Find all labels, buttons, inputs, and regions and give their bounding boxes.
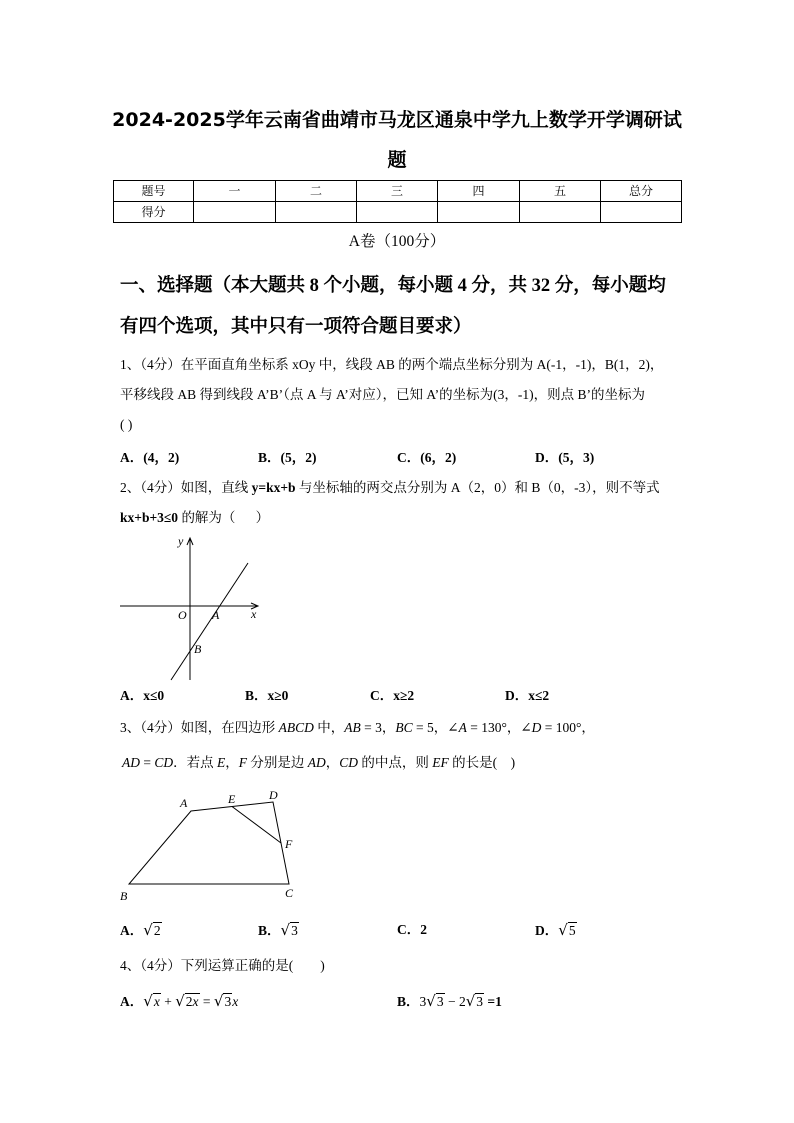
- q4-option-a: [120, 989, 238, 1014]
- math-var: AD: [307, 755, 326, 770]
- score-table: [113, 180, 682, 223]
- radicand: x: [153, 994, 160, 1009]
- math-var: F: [238, 755, 248, 770]
- radical-sign: √: [465, 992, 476, 1010]
- radical-sign: √: [558, 921, 568, 939]
- math-var: AD: [122, 755, 140, 770]
- radical-sign: √: [280, 921, 291, 939]
- header-cell: 二: [276, 181, 357, 202]
- radical-sign: √: [143, 921, 153, 939]
- q3-option-c: [397, 918, 427, 942]
- sqrt-expression: [175, 989, 199, 1014]
- q2-option-b: B．x≥0: [245, 688, 289, 703]
- q1-stem-line-1: 1、（4分）在平面直角坐标系 xOy 中，线段 AB 的两个端点坐标分别为 A(-1，-1)，B(1，2)，: [120, 357, 664, 372]
- q3-text: 的长是( ): [448, 755, 516, 770]
- q1-option-d: D．(5，3): [535, 450, 595, 465]
- sqrt-expression: [281, 918, 299, 943]
- q2-option-d: D．x≤2: [505, 688, 550, 703]
- q3-text: ，: [325, 755, 340, 770]
- q3-quadrilateral-figure: [110, 785, 310, 910]
- q3-text: 中，: [313, 720, 345, 735]
- radical-sign: √: [143, 992, 153, 1010]
- part-heading-line-2: 有四个选项，其中只有一项符合题目要求）: [120, 317, 472, 337]
- part-heading-line-1: 一、选择题（本大题共 8 个小题，每小题 4 分，共 32 分，每小题均: [120, 276, 666, 296]
- y-axis-label: y: [178, 534, 184, 548]
- exam-title-line-2: 题: [387, 149, 407, 171]
- right-hand-side: =1: [484, 994, 502, 1009]
- score-cell: [194, 202, 276, 223]
- point-f-label: F: [285, 837, 293, 851]
- equals-operator: =: [199, 994, 214, 1009]
- q2-stem-line-2: [120, 508, 269, 528]
- q1-stem-line-3: ( ): [120, 417, 133, 432]
- score-table-header-row: [114, 181, 682, 202]
- option-label: A．: [120, 923, 144, 938]
- coefficient: 2: [458, 994, 466, 1009]
- quadrilateral-abcd: [129, 802, 289, 884]
- option-label: B．: [397, 994, 420, 1009]
- exam-title-line-1: 2024-2025学年云南省曲靖市马龙区通泉中学九上数学开学调研试: [112, 109, 682, 131]
- radicand: 3: [436, 994, 444, 1009]
- plus-operator: +: [160, 994, 176, 1009]
- math-var: ABCD: [278, 720, 314, 735]
- score-cell: [520, 202, 601, 223]
- q2-option-a: A．x≤0: [120, 688, 165, 703]
- radicand: 3: [291, 923, 298, 938]
- radicand-variable: x: [192, 994, 199, 1009]
- header-cell: 一: [194, 181, 276, 202]
- q4-stem-line-1: 4、（4分）下列运算正确的是( ): [120, 958, 325, 973]
- sqrt-expression: [143, 989, 161, 1014]
- coefficient: 3: [419, 994, 427, 1009]
- score-cell: [276, 202, 357, 223]
- sqrt-expression: [466, 989, 484, 1014]
- q3-text: =: [140, 755, 155, 770]
- q3-text: 分别是边: [247, 755, 308, 770]
- math-var: EF: [432, 755, 449, 770]
- point-b-label: B: [194, 642, 202, 656]
- origin-label: O: [178, 608, 187, 622]
- point-a-label: A: [212, 608, 220, 622]
- option-label: D．: [535, 923, 559, 938]
- radical-sign: √: [426, 992, 436, 1010]
- radicand: [223, 993, 232, 1009]
- q3-text: 的中点，则: [358, 755, 433, 770]
- q3-text: = 5，∠: [412, 720, 459, 735]
- q3-text: ．若点: [173, 755, 218, 770]
- math-var: CD: [154, 755, 174, 770]
- q3-option-b: [258, 918, 299, 943]
- radicand: 5: [568, 923, 576, 938]
- q1-option-a: A．(4，2): [120, 450, 180, 465]
- vertex-c-label: C: [285, 886, 294, 900]
- radicand: 2: [153, 923, 161, 938]
- score-cell: [357, 202, 438, 223]
- q2-coordinate-graph: [110, 530, 270, 690]
- row-label-cell: 得分: [114, 202, 194, 223]
- q3-text: ，: [225, 755, 239, 770]
- q1-stem-line-2: 平移线段 AB 得到线段 A’B’（点 A 与 A’对应），已知 A’的坐标为(3，-1)，则点 B’的坐标为: [120, 387, 645, 402]
- q4-option-b: [397, 989, 502, 1014]
- sqrt-expression: [214, 989, 232, 1014]
- sqrt-expression: [426, 989, 444, 1014]
- sqrt-expression: [143, 918, 161, 943]
- header-cell: 五: [520, 181, 601, 202]
- score-cell: [601, 202, 682, 223]
- section-label: A卷（100分）: [348, 233, 446, 250]
- score-cell: [438, 202, 520, 223]
- option-value: 2: [420, 922, 427, 937]
- q3-text: = 3，: [360, 720, 396, 735]
- radicand-coefficient: 3: [224, 994, 232, 1009]
- q3-text: 3、（4分）如图，在四边形: [120, 720, 279, 735]
- math-var: E: [217, 755, 226, 770]
- q3-stem-line-2: [122, 753, 515, 773]
- q2-equation: y=kx+b: [251, 480, 296, 495]
- point-e-label: E: [228, 792, 236, 806]
- vertex-a-label: A: [180, 796, 188, 810]
- math-var: BC: [395, 720, 413, 735]
- math-var: D: [531, 720, 542, 735]
- option-label: B．: [258, 923, 281, 938]
- q2-option-c: C．x≥2: [370, 688, 415, 703]
- math-var: CD: [339, 755, 359, 770]
- header-cell: 三: [357, 181, 438, 202]
- header-cell: 题号: [114, 181, 194, 202]
- minus-operator: −: [444, 994, 459, 1009]
- q3-option-d: [535, 918, 577, 943]
- radical-sign: √: [175, 992, 185, 1010]
- vertex-b-label: B: [120, 889, 128, 903]
- result-variable: x: [232, 994, 239, 1009]
- q2-text: 与坐标轴的两交点分别为 A（2，0）和 B（0，-3），则不等式: [295, 480, 660, 495]
- q2-text: 2、（4分）如图，直线: [120, 480, 252, 495]
- math-var: AB: [344, 720, 361, 735]
- radicand: 3: [476, 994, 484, 1009]
- q3-option-a: [120, 918, 162, 943]
- segment-ef: [232, 807, 281, 844]
- q3-stem-line-1: [120, 718, 595, 738]
- q3-text: = 130°，∠: [466, 720, 532, 735]
- q2-text: 的解为（ ）: [178, 510, 270, 525]
- q3-text: = 100°，: [541, 720, 595, 735]
- vertex-d-label: D: [269, 788, 278, 802]
- q2-inequality: kx+b+3≤0: [120, 510, 179, 525]
- radicand: [185, 993, 200, 1009]
- q1-option-c: C．(6，2): [397, 450, 457, 465]
- radicand-coefficient: 2: [185, 994, 193, 1009]
- sqrt-expression: [558, 918, 576, 943]
- math-var: A: [458, 720, 467, 735]
- option-label: A．: [120, 994, 144, 1009]
- q2-stem-line-1: [120, 478, 660, 498]
- x-axis-label: x: [251, 607, 257, 621]
- q1-option-b: B．(5，2): [258, 450, 317, 465]
- header-cell: 总分: [601, 181, 682, 202]
- option-label: C．: [397, 922, 421, 937]
- header-cell: 四: [438, 181, 520, 202]
- score-table-score-row: [114, 202, 682, 223]
- radical-sign: √: [213, 992, 224, 1010]
